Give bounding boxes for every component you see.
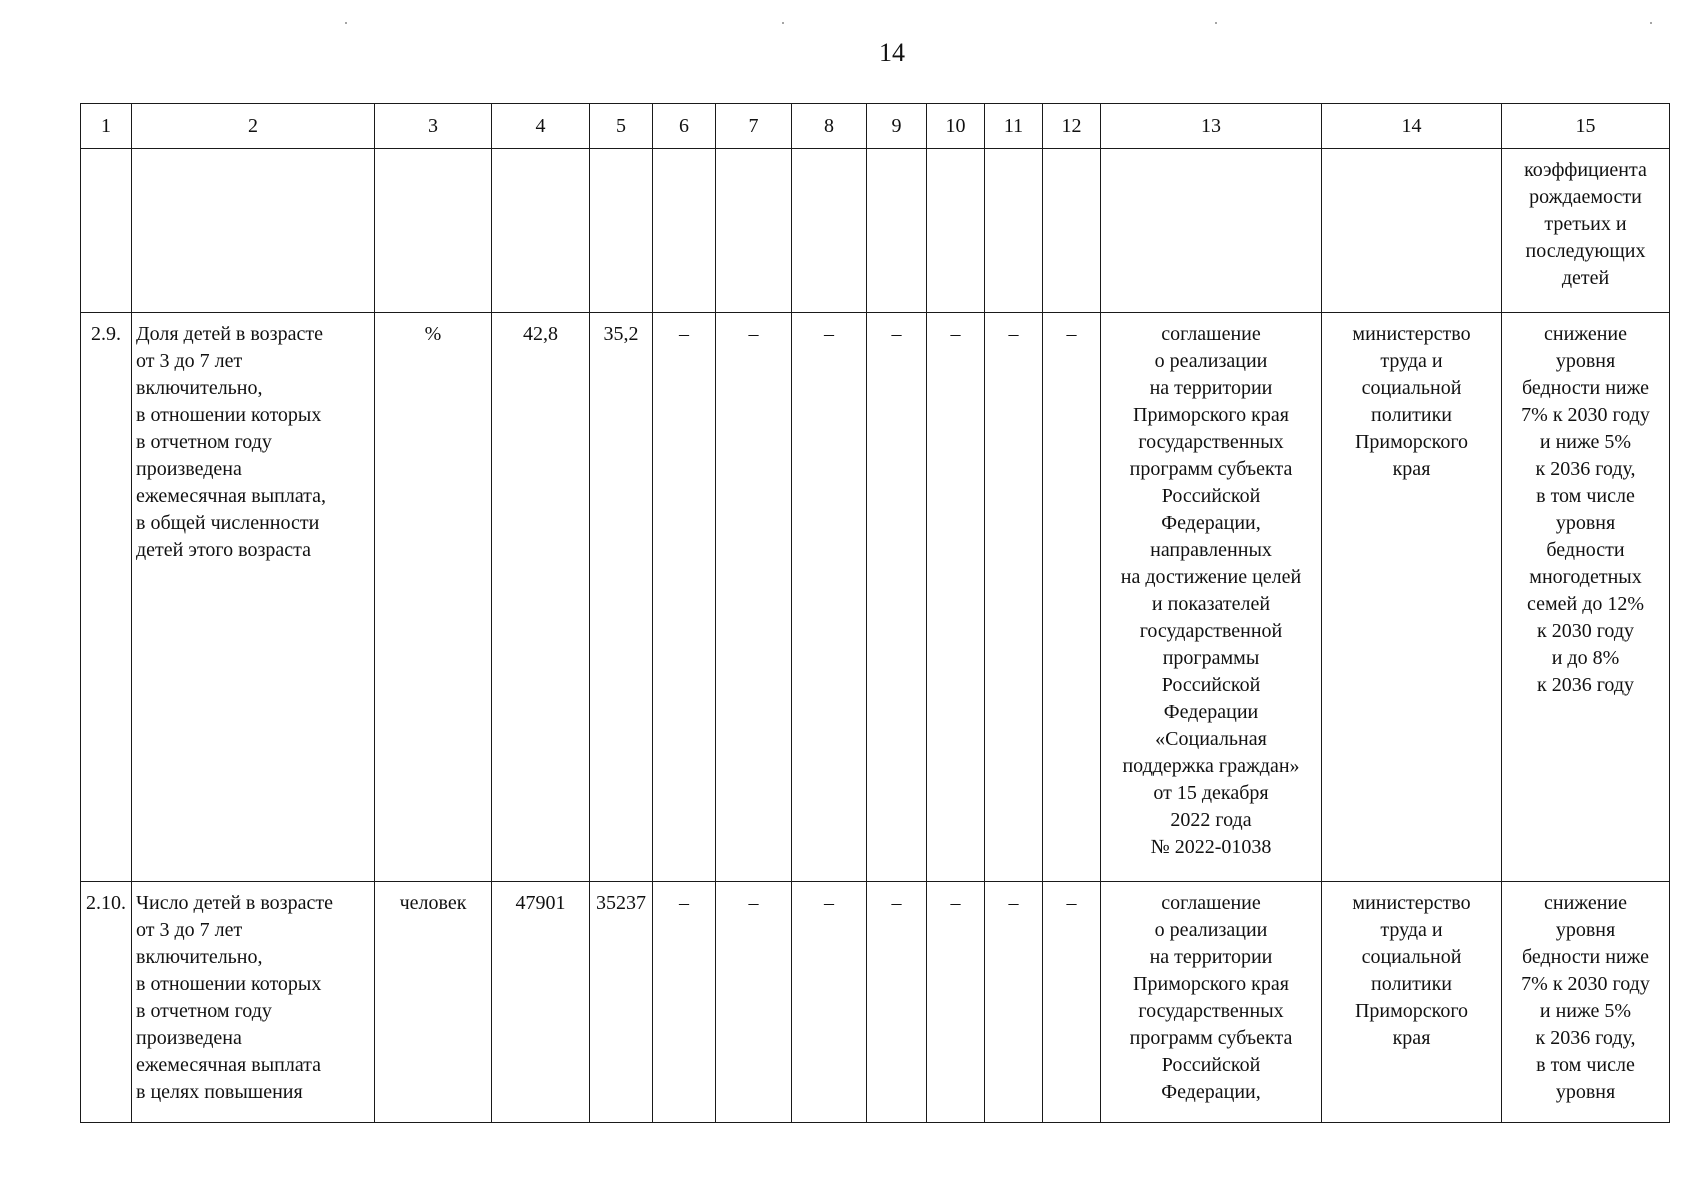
value-cell: – (716, 313, 792, 882)
column-header: 11 (985, 104, 1043, 149)
column-header: 13 (1101, 104, 1322, 149)
value-cell: 47901 (492, 882, 590, 1123)
column-header: 9 (867, 104, 927, 149)
value-cell (927, 149, 985, 313)
value-cell (492, 149, 590, 313)
unit-cell: человек (375, 882, 492, 1123)
value-cell: – (716, 882, 792, 1123)
value-cell: – (867, 882, 927, 1123)
value-cell: – (1043, 313, 1101, 882)
indicator-name-cell: Доля детей в возрасте от 3 до 7 лет включительно, в отношении которых в отчетном году произведена ежемесячная выплата, в общей численности детей этого возраста (132, 313, 375, 882)
value-cell (792, 149, 867, 313)
column-header: 3 (375, 104, 492, 149)
document-cell: соглашение о реализации на территории Приморского края государственных программ субъекта Российской Федерации, (1101, 882, 1322, 1123)
unit-cell (375, 149, 492, 313)
value-cell (1043, 149, 1101, 313)
table-row (81, 882, 1670, 1123)
responsible-cell: министерство труда и социальной политики Приморского края (1322, 313, 1502, 882)
goal-cell: снижение уровня бедности ниже 7% к 2030 году и ниже 5% к 2036 году, в том числе уровня (1502, 882, 1670, 1123)
row-number-cell: 2.10. (81, 882, 132, 1123)
value-cell: – (792, 882, 867, 1123)
document-cell (1101, 149, 1322, 313)
value-cell: – (927, 882, 985, 1123)
responsible-cell: министерство труда и социальной политики Приморского края (1322, 882, 1502, 1123)
value-cell: – (985, 882, 1043, 1123)
document-cell: соглашение о реализации на территории Приморского края государственных программ субъекта Российской Федерации, направленных на достижение целей и показателей государственной программы Российской Федерации «Социальная поддержка граждан» от 15 декабря 2022 года № 2022-01038 (1101, 313, 1322, 882)
value-cell: 42,8 (492, 313, 590, 882)
table-row (81, 313, 1670, 882)
value-cell (985, 149, 1043, 313)
value-cell: – (985, 313, 1043, 882)
column-header: 8 (792, 104, 867, 149)
value-cell: – (1043, 882, 1101, 1123)
goal-cell: коэффициента рождаемости третьих и последующих детей (1502, 149, 1670, 313)
column-header: 12 (1043, 104, 1101, 149)
unit-cell: % (375, 313, 492, 882)
value-cell: – (792, 313, 867, 882)
column-header: 4 (492, 104, 590, 149)
column-header: 15 (1502, 104, 1670, 149)
column-header: 14 (1322, 104, 1502, 149)
value-cell (716, 149, 792, 313)
column-header: 1 (81, 104, 132, 149)
responsible-cell (1322, 149, 1502, 313)
column-header: 6 (653, 104, 716, 149)
value-cell (590, 149, 653, 313)
indicator-name-cell: Число детей в возрасте от 3 до 7 лет включительно, в отношении которых в отчетном году произведена ежемесячная выплата в целях повышения (132, 882, 375, 1123)
value-cell: 35237 (590, 882, 653, 1123)
column-header: 7 (716, 104, 792, 149)
goal-cell: снижение уровня бедности ниже 7% к 2030 году и ниже 5% к 2036 году, в том числе уровня бедности многодетных семей до 12% к 2030 году и до 8% к 2036 году (1502, 313, 1670, 882)
indicators-table (80, 103, 1670, 1123)
value-cell (653, 149, 716, 313)
table-row (81, 149, 1670, 313)
row-number-cell (81, 149, 132, 313)
page-number: 14 (879, 38, 905, 67)
value-cell: – (867, 313, 927, 882)
value-cell: – (653, 882, 716, 1123)
column-header: 10 (927, 104, 985, 149)
header-row (81, 104, 1670, 149)
value-cell (867, 149, 927, 313)
value-cell: 35,2 (590, 313, 653, 882)
row-number-cell: 2.9. (81, 313, 132, 882)
value-cell: – (653, 313, 716, 882)
column-header: 2 (132, 104, 375, 149)
value-cell: – (927, 313, 985, 882)
indicator-name-cell (132, 149, 375, 313)
column-header: 5 (590, 104, 653, 149)
